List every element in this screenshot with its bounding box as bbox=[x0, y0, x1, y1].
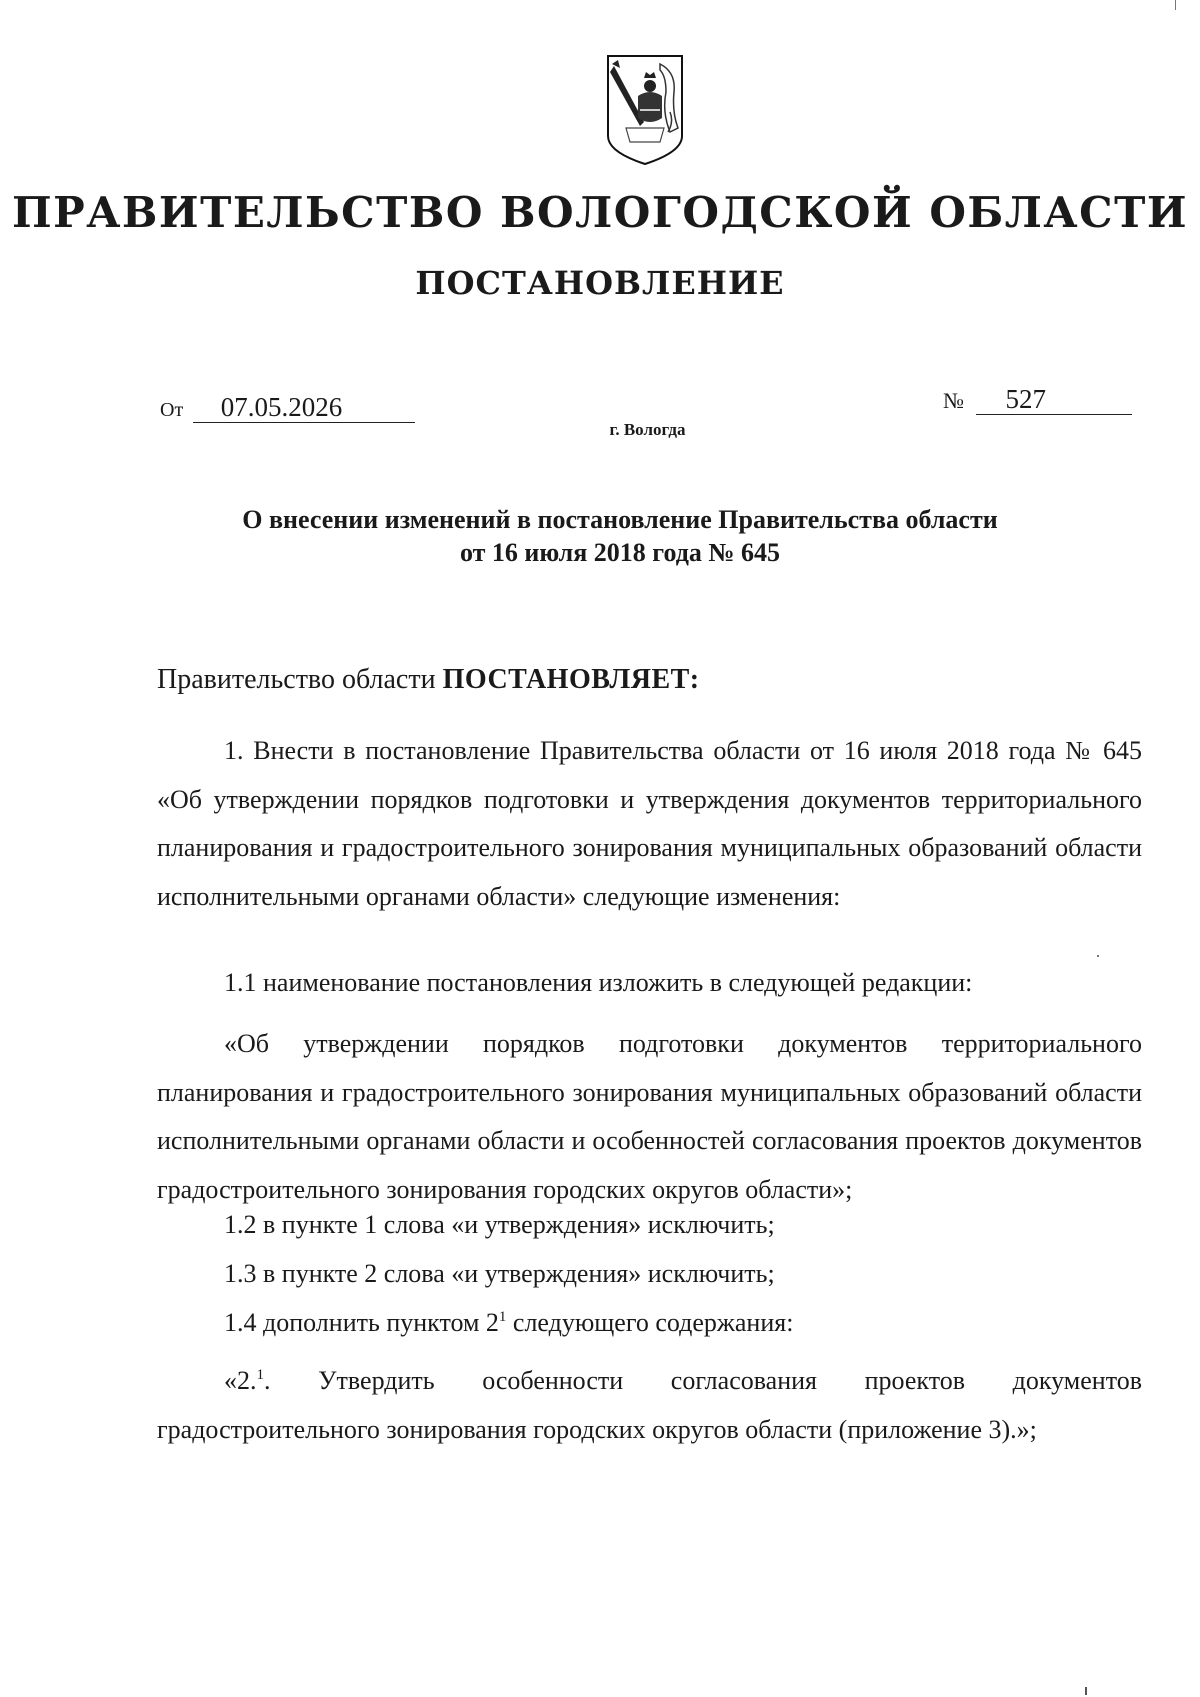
number-prefix: № bbox=[943, 388, 964, 413]
document-subject bbox=[100, 503, 1140, 569]
coat-of-arms-icon bbox=[604, 52, 686, 168]
scan-mark bbox=[1175, 0, 1176, 10]
scan-mark bbox=[1085, 1687, 1087, 1695]
scan-mark bbox=[1097, 955, 1099, 957]
paragraph-1: 1. Внести в постановление Правительства области от 16 июля 2018 года № 645 «Об утверждении порядков подготовки и утверждения документов территориального планирования и градостроительного зонирования муниципальных образований области исполнительными органами области» следующие изменения: bbox=[157, 736, 1142, 911]
item-1-2: 1.2 в пункте 1 слова «и утверждения» исключить; bbox=[224, 1210, 775, 1239]
item-1-3: 1.3 в пункте 2 слова «и утверждения» исключить; bbox=[224, 1259, 775, 1288]
item-1-4 bbox=[224, 1308, 793, 1338]
quote-2-1-start: «2. bbox=[224, 1366, 257, 1395]
quote-2-1-sup: 1 bbox=[256, 1367, 264, 1383]
date-value: 07.05.2026 bbox=[193, 392, 415, 423]
item-1-4-sup: 1 bbox=[498, 1309, 507, 1325]
subject-line-1: О внесении изменений в постановление Правительства области bbox=[242, 505, 998, 534]
quote-2-1-text: . Утвердить особенности согласования проектов документов градостроительного зонирования городских округов области (приложение 3).»; bbox=[157, 1366, 1142, 1444]
quote-2-1 bbox=[157, 1357, 1142, 1454]
date-field bbox=[160, 392, 415, 423]
quote-1-1: «Об утверждении порядков подготовки документов территориального планирования и градостроительного зонирования муниципальных образований области исполнительными органами области и особенностей согласования проектов документов градостроительного зонирования городских округов области»; bbox=[157, 1029, 1142, 1204]
date-prefix: От bbox=[160, 399, 184, 421]
intro-text: Правительство области bbox=[157, 664, 443, 695]
item-1-4-text: 1.4 дополнить пунктом 2 bbox=[224, 1308, 499, 1337]
document-type-title: ПОСТАНОВЛЕНИЕ bbox=[415, 264, 785, 302]
item-1-1: 1.1 наименование постановления изложить в следующей редакции: bbox=[224, 968, 973, 997]
organization-title: ПРАВИТЕЛЬСТВО ВОЛОГОДСКОЙ ОБЛАСТИ bbox=[11, 188, 1189, 237]
resolution-intro bbox=[157, 664, 700, 696]
number-field bbox=[943, 384, 1132, 415]
subject-line-2: от 16 июля 2018 года № 645 bbox=[460, 538, 780, 567]
number-value: 527 bbox=[976, 384, 1132, 415]
item-1-4-text-end: следующего содержания: bbox=[506, 1308, 794, 1337]
city-label: г. Вологда bbox=[609, 420, 686, 439]
intro-bold: ПОСТАНОВЛЯЕТ: bbox=[442, 664, 700, 695]
